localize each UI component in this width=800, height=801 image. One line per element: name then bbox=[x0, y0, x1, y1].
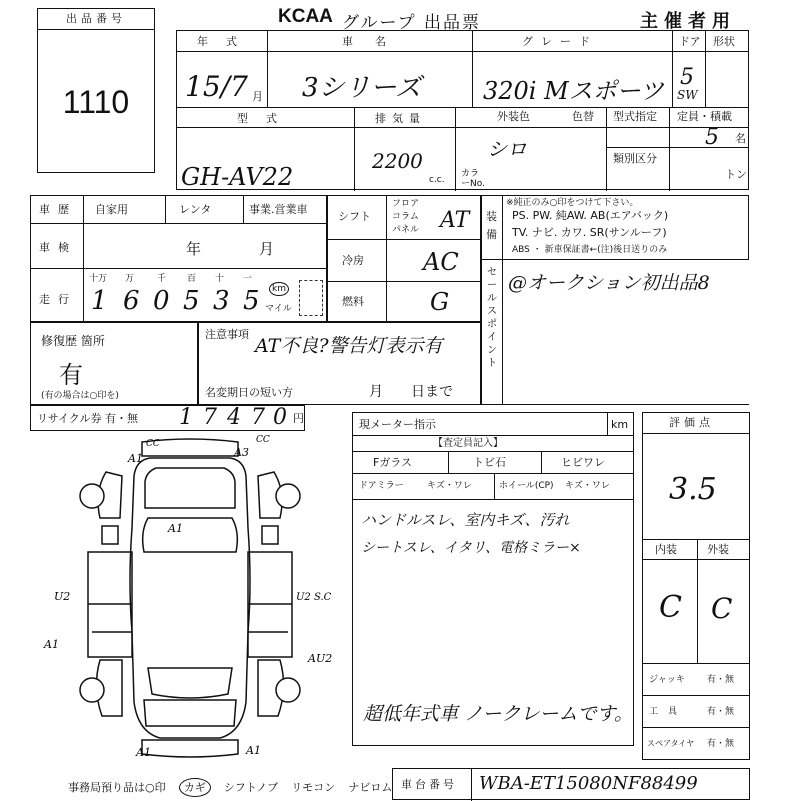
mileage-digit: 5 bbox=[183, 286, 200, 316]
class-label: 類別区分 bbox=[613, 152, 657, 165]
interior-label: 内装 bbox=[655, 543, 677, 556]
mileage-digit: 0 bbox=[153, 286, 170, 316]
doors-value: 5 bbox=[680, 65, 694, 90]
mileage-row: 十万 万 千 百 十 一 1 6 0 5 3 5 bbox=[89, 274, 260, 316]
exterior-label: 外装 bbox=[707, 543, 729, 556]
recycle-box bbox=[30, 405, 305, 431]
mile-checkbox bbox=[299, 280, 323, 316]
owner-label: 主催者用 bbox=[640, 11, 736, 32]
office-items-row bbox=[68, 776, 392, 796]
wheel-damage: キズ・ワレ bbox=[565, 481, 610, 491]
exterior-value: C bbox=[711, 592, 733, 625]
vin-value: WBA-ET15080NF88499 bbox=[479, 773, 698, 794]
lot-number-box bbox=[37, 8, 155, 173]
mirror-label: ドアミラー bbox=[359, 481, 404, 491]
inspector-label: 【査定員記入】 bbox=[433, 438, 503, 449]
tools-value: 有・無 bbox=[707, 707, 735, 717]
comment-line-2: シートスレ、イタリ、電格ミラー× bbox=[361, 540, 581, 556]
notes-text: AT不良?警告灯表示有 bbox=[255, 335, 443, 357]
capacity-value: 5 bbox=[705, 125, 719, 150]
mile-label: マイル bbox=[265, 304, 292, 314]
crack-label: ヒビワレ bbox=[561, 456, 605, 469]
score-box bbox=[642, 412, 750, 760]
damage-mark: U2 S.C bbox=[296, 592, 332, 603]
windshield-label: Fガラス bbox=[373, 456, 412, 469]
mileage-label: 走行 bbox=[39, 293, 77, 306]
damage-mark: A1 bbox=[128, 452, 143, 465]
mileage-digit: 6 bbox=[123, 286, 140, 316]
damage-mark: A1 bbox=[168, 522, 183, 535]
meter-box bbox=[352, 412, 634, 746]
repair-box bbox=[30, 322, 198, 405]
color-label: 外装色 bbox=[497, 110, 530, 123]
color-value: シロ bbox=[487, 137, 527, 161]
type-spec-label: 型式指定 bbox=[613, 110, 657, 123]
comment-line-1: ハンドルスレ、室内キズ、汚れ bbox=[361, 511, 570, 529]
rename-deadline-label: 名変期日の短い方 bbox=[205, 386, 293, 399]
recycle-digit: 7 bbox=[251, 405, 265, 430]
capacity-unit: 名 bbox=[735, 132, 746, 145]
mileage-digit: 5 bbox=[243, 286, 260, 316]
cc-value: 2200 bbox=[372, 149, 423, 173]
lot-number-label: 出品番号 bbox=[66, 12, 126, 25]
office-label: 事務局預り品は○印 bbox=[68, 781, 166, 794]
recycle-digit: 4 bbox=[227, 405, 241, 430]
sales-point-label: セールスポイント bbox=[487, 267, 497, 369]
private-use: 自家用 bbox=[95, 203, 128, 216]
rename-month-unit: 月 bbox=[369, 384, 383, 400]
model-value: GH-AV22 bbox=[181, 163, 294, 191]
score-value: 3.5 bbox=[669, 472, 717, 507]
tools-label: 工具 bbox=[649, 707, 688, 717]
shape-value: SW bbox=[677, 88, 698, 102]
equipment-line-3: ABS ・ 新車保証書←(注)後日送りのみ bbox=[512, 245, 668, 255]
vin-label: 車台番号 bbox=[401, 778, 457, 791]
comment-line-3: 超低年式車 ノークレームです。 bbox=[363, 703, 633, 725]
color-change-label: 色替 bbox=[572, 110, 594, 123]
car-diagram bbox=[30, 432, 350, 767]
grade-label: グレード bbox=[522, 35, 598, 48]
shift-label: シフト bbox=[338, 210, 371, 223]
year-label: 年式 bbox=[197, 35, 255, 48]
office-item-navi-rom: ナビロム bbox=[348, 781, 393, 794]
recycle-digit: 1 bbox=[179, 405, 193, 430]
interior-value: C bbox=[659, 590, 682, 625]
grade-value: 320i Mスポーツ bbox=[483, 77, 664, 105]
recycle-digit: 0 bbox=[273, 405, 287, 430]
rename-day-unit: 日まで bbox=[411, 384, 453, 400]
office-item-key: カギ bbox=[179, 778, 211, 797]
repair-note: (有の場合は○印を) bbox=[41, 391, 119, 401]
damage-mark: AU2 bbox=[308, 652, 333, 665]
jack-label: ジャッキ bbox=[649, 675, 685, 685]
recycle-digit: 7 bbox=[203, 405, 217, 430]
shaken-label: 車検 bbox=[39, 241, 77, 254]
damage-mark: CC bbox=[146, 439, 160, 449]
damage-mark: A3 bbox=[234, 446, 249, 459]
meter-km: km bbox=[611, 418, 629, 431]
cc-unit: c.c. bbox=[429, 175, 445, 185]
damage-mark: A1 bbox=[136, 746, 151, 759]
equipment-label: 装備 bbox=[486, 210, 497, 241]
shape-label: 形状 bbox=[713, 35, 735, 48]
office-item-remote: リモコン bbox=[291, 781, 336, 794]
fuel-label: 燃料 bbox=[342, 295, 364, 308]
sales-point-text: @オークション初出品8 bbox=[508, 272, 710, 294]
equipment-box bbox=[481, 195, 749, 260]
jack-value: 有・無 bbox=[707, 675, 735, 685]
shift-option: パネル bbox=[392, 225, 420, 235]
chip-label: トビ石 bbox=[473, 456, 506, 469]
ac-value: AC bbox=[423, 248, 459, 276]
meter-label: 現メーター指示 bbox=[359, 418, 436, 431]
mileage-digit: 1 bbox=[91, 286, 108, 316]
repair-label: 修復歴 箇所 bbox=[41, 334, 105, 348]
km-label: km bbox=[269, 282, 289, 296]
shift-option: コラム bbox=[392, 212, 419, 222]
capacity-label: 定員・積載 bbox=[677, 110, 732, 123]
repair-value: 有 bbox=[59, 361, 83, 389]
damage-mark: A1 bbox=[246, 744, 261, 757]
rental: レンタ bbox=[179, 203, 212, 216]
shift-value: AT bbox=[440, 208, 470, 233]
fuel-value: G bbox=[430, 288, 450, 316]
damage-mark: A1 bbox=[44, 638, 59, 651]
year-month-unit: 月 bbox=[252, 90, 263, 103]
doors-label: ドア bbox=[679, 35, 701, 48]
shaken-month-unit: 月 bbox=[259, 240, 275, 258]
name-label: 車名 bbox=[342, 35, 408, 48]
history-label: 車歴 bbox=[39, 203, 77, 216]
ton-unit: トン bbox=[725, 168, 747, 181]
kcaa-logo: KCAA bbox=[278, 6, 333, 27]
recycle-yen: 円 bbox=[293, 412, 304, 425]
spare-tire-value: 有・無 bbox=[707, 739, 735, 749]
vin-box bbox=[392, 768, 750, 800]
damage-mark: U2 bbox=[54, 590, 71, 603]
lot-number: 1110 bbox=[62, 84, 130, 120]
shift-option: フロア bbox=[392, 199, 420, 209]
spare-tire-label: スペアタイヤ bbox=[647, 739, 695, 748]
name-value: 3シリーズ bbox=[302, 73, 422, 103]
damage-mark: CC bbox=[256, 435, 270, 445]
cc-label: 排気量 bbox=[375, 112, 426, 125]
model-label: 型式 bbox=[237, 112, 295, 125]
shaken-year-unit: 年 bbox=[186, 240, 202, 258]
score-label: 評価点 bbox=[669, 416, 714, 429]
sales-point-box bbox=[481, 260, 749, 405]
form-title: グループ 出品票 bbox=[342, 13, 482, 33]
vehicle-table bbox=[176, 30, 749, 190]
notes-label: 注意事項 bbox=[205, 328, 249, 341]
notes-box bbox=[198, 322, 481, 405]
year-value: 15/7 bbox=[185, 70, 248, 103]
ac-label: 冷房 bbox=[342, 254, 364, 267]
equipment-line-2: TV. ナビ. カワ. SR(サンルーフ) bbox=[512, 226, 667, 239]
color-no-label: カラーNo. bbox=[461, 169, 485, 190]
recycle-label: リサイクル券 有・無 bbox=[37, 412, 138, 425]
wheel-label: ホイール(CP) bbox=[499, 481, 554, 491]
equipment-note: ※純正のみ○印をつけて下さい。 bbox=[506, 198, 639, 208]
mirror-damage: キズ・ワレ bbox=[427, 481, 472, 491]
business-use: 事業.営業車 bbox=[249, 203, 308, 216]
office-item-shift-knob: シフトノブ bbox=[223, 781, 279, 794]
mileage-digit: 3 bbox=[213, 286, 230, 316]
equipment-line-1: PS. PW. 純AW. AB(エアバック) bbox=[512, 209, 669, 222]
history-table bbox=[30, 195, 327, 322]
drive-table bbox=[327, 195, 481, 322]
